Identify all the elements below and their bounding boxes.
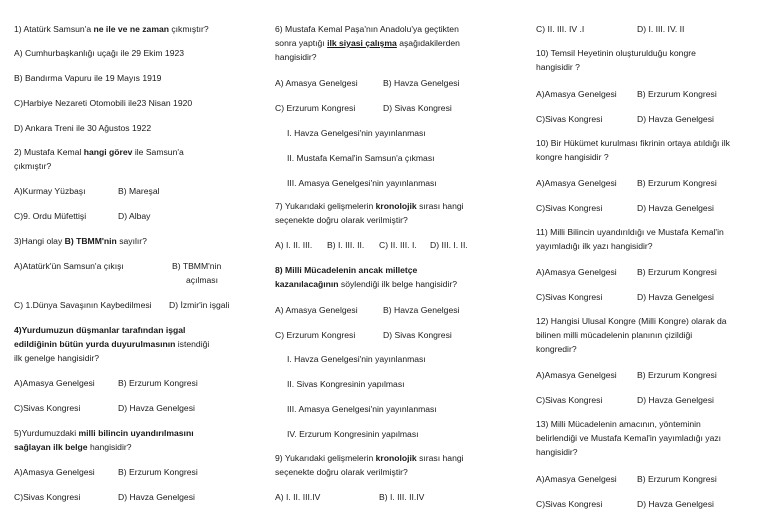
q11-stem-line1: 11) Milli Bilincin uyandırıldığı ve Mustafa Kemal'in: [536, 227, 724, 237]
q6-option-d: D) Sivas Kongresi: [383, 103, 452, 113]
q12-stem-line2: bilinen milli mücadelenin planının çizildiği: [536, 330, 693, 340]
q4-option-b: B) Erzurum Kongresi: [118, 378, 198, 388]
q7-roman-1: I. Havza Genelgesi'nin yayınlanması: [287, 128, 426, 138]
q11-stem-line2: yayımladığı ilk yazı hangisidir?: [536, 241, 653, 251]
q7-roman-2: II. Mustafa Kemal'in Samsun'a çıkması: [287, 153, 435, 163]
q13-stem-line1: 13) Milli Mücadelenin amacının, yönteminin: [536, 419, 701, 429]
q3-stem: 3)Hangi olay B) TBMM'nin sayılır?: [14, 236, 147, 246]
q2-option-c: C)9. Ordu Müfettişi: [14, 211, 87, 221]
q10a-option-a: A)Amasya Genelgesi: [536, 89, 617, 99]
q5-stem-line1: 5)Yurdumuzdaki milli bilincin uyandırılmasını: [14, 428, 194, 438]
q1-option-d: D) Ankara Treni ile 30 Ağustos 1922: [14, 123, 152, 133]
q10b-stem-line2: kongre hangisidir ?: [536, 152, 609, 162]
q13-option-a: A)Amasya Genelgesi: [536, 474, 617, 484]
q5-option-b: B) Erzurum Kongresi: [118, 467, 198, 477]
q10a-option-d: D) Havza Genelgesi: [637, 114, 714, 124]
q6-stem-line2: sonra yaptığı ilk siyasi çalışma aşağıdakilerden: [275, 38, 460, 48]
q11-option-b: B) Erzurum Kongresi: [637, 267, 717, 277]
q10b-option-d: D) Havza Genelgesi: [637, 203, 714, 213]
q13-option-d: D) Havza Genelgesi: [637, 499, 714, 509]
q10a-stem-line1: 10) Temsil Heyetinin oluşturulduğu kongre: [536, 48, 696, 58]
q1-stem: 1) Atatürk Samsun'a ne ile ve ne zaman çıkmıştır?: [14, 24, 209, 34]
q7-option-c: C) II. III. I.: [379, 240, 417, 250]
q5-option-a: A)Amasya Genelgesi: [14, 467, 95, 477]
q11-option-d: D) Havza Genelgesi: [637, 292, 714, 302]
q5-option-c: C)Sivas Kongresi: [14, 492, 81, 502]
q6-option-b: B) Havza Genelgesi: [383, 78, 460, 88]
q2-stem-line2: çıkmıştır?: [14, 161, 52, 171]
q11-option-a: A)Amasya Genelgesi: [536, 267, 617, 277]
q3-option-d: D) İzmir'in işgali: [169, 300, 230, 310]
q8-stem-line2: kazanılacağının söylendiği ilk belge hangisidir?: [275, 279, 458, 289]
q9-stem-line2: seçenekte doğru olarak verilmiştir?: [275, 467, 408, 477]
q1-option-c: C)Harbiye Nezareti Otomobili ile23 Nisan 1920: [14, 98, 193, 108]
q8-stem-line1: 8) Milli Mücadelenin ancak milletçe: [275, 265, 418, 275]
q9-roman-4: IV. Erzurum Kongresinin yapılması: [287, 429, 419, 439]
q12-option-b: B) Erzurum Kongresi: [637, 370, 717, 380]
q7-stem-line1: 7) Yukarıdaki gelişmelerin kronolojik sırası hangi: [275, 201, 464, 211]
q4-stem-line1: 4)Yurdumuzun düşmanlar tarafından işgal: [14, 325, 186, 335]
q7-roman-3: III. Amasya Genelgesi'nin yayınlanması: [287, 178, 437, 188]
q10b-option-b: B) Erzurum Kongresi: [637, 178, 717, 188]
q9-roman-2: II. Sivas Kongresinin yapılması: [287, 379, 405, 389]
q10b-option-a: A)Amasya Genelgesi: [536, 178, 617, 188]
q8-option-a: A) Amasya Genelgesi: [275, 305, 358, 315]
q1-option-b: B) Bandırma Vapuru ile 19 Mayıs 1919: [14, 73, 162, 83]
q10a-option-b: B) Erzurum Kongresi: [637, 89, 717, 99]
q6-option-c: C) Erzurum Kongresi: [275, 103, 356, 113]
q2-option-a: A)Kurmay Yüzbaşı: [14, 186, 86, 196]
q7-option-b: B) I. III. II.: [327, 240, 365, 250]
q9-stem-line1: 9) Yukarıdaki gelişmelerin kronolojik sırası hangi: [275, 453, 464, 463]
q11-option-c: C)Sivas Kongresi: [536, 292, 603, 302]
q2-option-b: B) Mareşal: [118, 186, 160, 196]
q12-option-a: A)Amasya Genelgesi: [536, 370, 617, 380]
q5-option-d: D) Havza Genelgesi: [118, 492, 195, 502]
q9-option-b: B) I. III. II.IV: [379, 492, 425, 502]
q2-option-d: D) Albay: [118, 211, 151, 221]
q9-option-d: D) I. III. IV. II: [637, 24, 685, 34]
q4-option-a: A)Amasya Genelgesi: [14, 378, 95, 388]
q4-option-c: C)Sivas Kongresi: [14, 403, 81, 413]
q4-stem-line3: ilk genelge hangisidir?: [14, 353, 100, 363]
q10b-stem-line1: 10) Bir Hükümet kurulması fikrinin ortaya atıldığı ilk: [536, 138, 730, 148]
q1-option-a: A) Cumhurbaşkanlığı uçağı ile 29 Ekim 1923: [14, 48, 185, 58]
q7-option-a: A) I. II. III.: [275, 240, 313, 250]
q6-stem-line3: hangisidir?: [275, 52, 317, 62]
q3-option-a: A)Atatürk'ün Samsun'a çıkışı: [14, 261, 124, 271]
q10a-option-c: C)Sivas Kongresi: [536, 114, 603, 124]
q6-stem-line1: 6) Mustafa Kemal Paşa'nın Anadolu'ya geçtikten: [275, 24, 459, 34]
q8-option-b: B) Havza Genelgesi: [383, 305, 460, 315]
q4-stem-line2: edildiğinin bütün yurda duyurulmasının istendiği: [14, 339, 210, 349]
q13-option-c: C)Sivas Kongresi: [536, 499, 603, 509]
q9-roman-1: I. Havza Genelgesi'nin yayınlanması: [287, 354, 426, 364]
q13-stem-line2: belirlendiği ve Mustafa Kemal'in yayımladığı yazı: [536, 433, 722, 443]
q12-option-c: C)Sivas Kongresi: [536, 395, 603, 405]
q8-option-c: C) Erzurum Kongresi: [275, 330, 356, 340]
q9-option-c: C) II. III. IV .I: [536, 24, 585, 34]
q4-option-d: D) Havza Genelgesi: [118, 403, 195, 413]
q10a-stem-line2: hangisidir ?: [536, 62, 580, 72]
q9-option-a: A) I. II. III.IV: [275, 492, 321, 502]
q3-option-c: C) 1.Dünya Savaşının Kaybedilmesi: [14, 300, 152, 310]
q5-stem-line2: sağlayan ilk belge hangisidir?: [14, 442, 132, 452]
q9-roman-3: III. Amasya Genelgesi'nin yayınlanması: [287, 404, 437, 414]
q7-option-d: D) III. I. II.: [430, 240, 468, 250]
q10b-option-c: C)Sivas Kongresi: [536, 203, 603, 213]
q2-stem-line1: 2) Mustafa Kemal hangi görev ile Samsun'a: [14, 147, 184, 157]
q12-option-d: D) Havza Genelgesi: [637, 395, 714, 405]
q3-option-b-line1: B) TBMM'nin: [172, 261, 222, 271]
q8-option-d: D) Sivas Kongresi: [383, 330, 452, 340]
q6-option-a: A) Amasya Genelgesi: [275, 78, 358, 88]
q12-stem-line3: kongredir?: [536, 344, 577, 354]
q7-stem-line2: seçenekte doğru olarak verilmiştir?: [275, 215, 408, 225]
q3-option-b-line2: açılması: [186, 275, 218, 285]
q13-option-b: B) Erzurum Kongresi: [637, 474, 717, 484]
q13-stem-line3: hangisidir?: [536, 447, 578, 457]
q12-stem-line1: 12) Hangisi Ulusal Kongre (Milli Kongre) olarak da: [536, 316, 727, 326]
